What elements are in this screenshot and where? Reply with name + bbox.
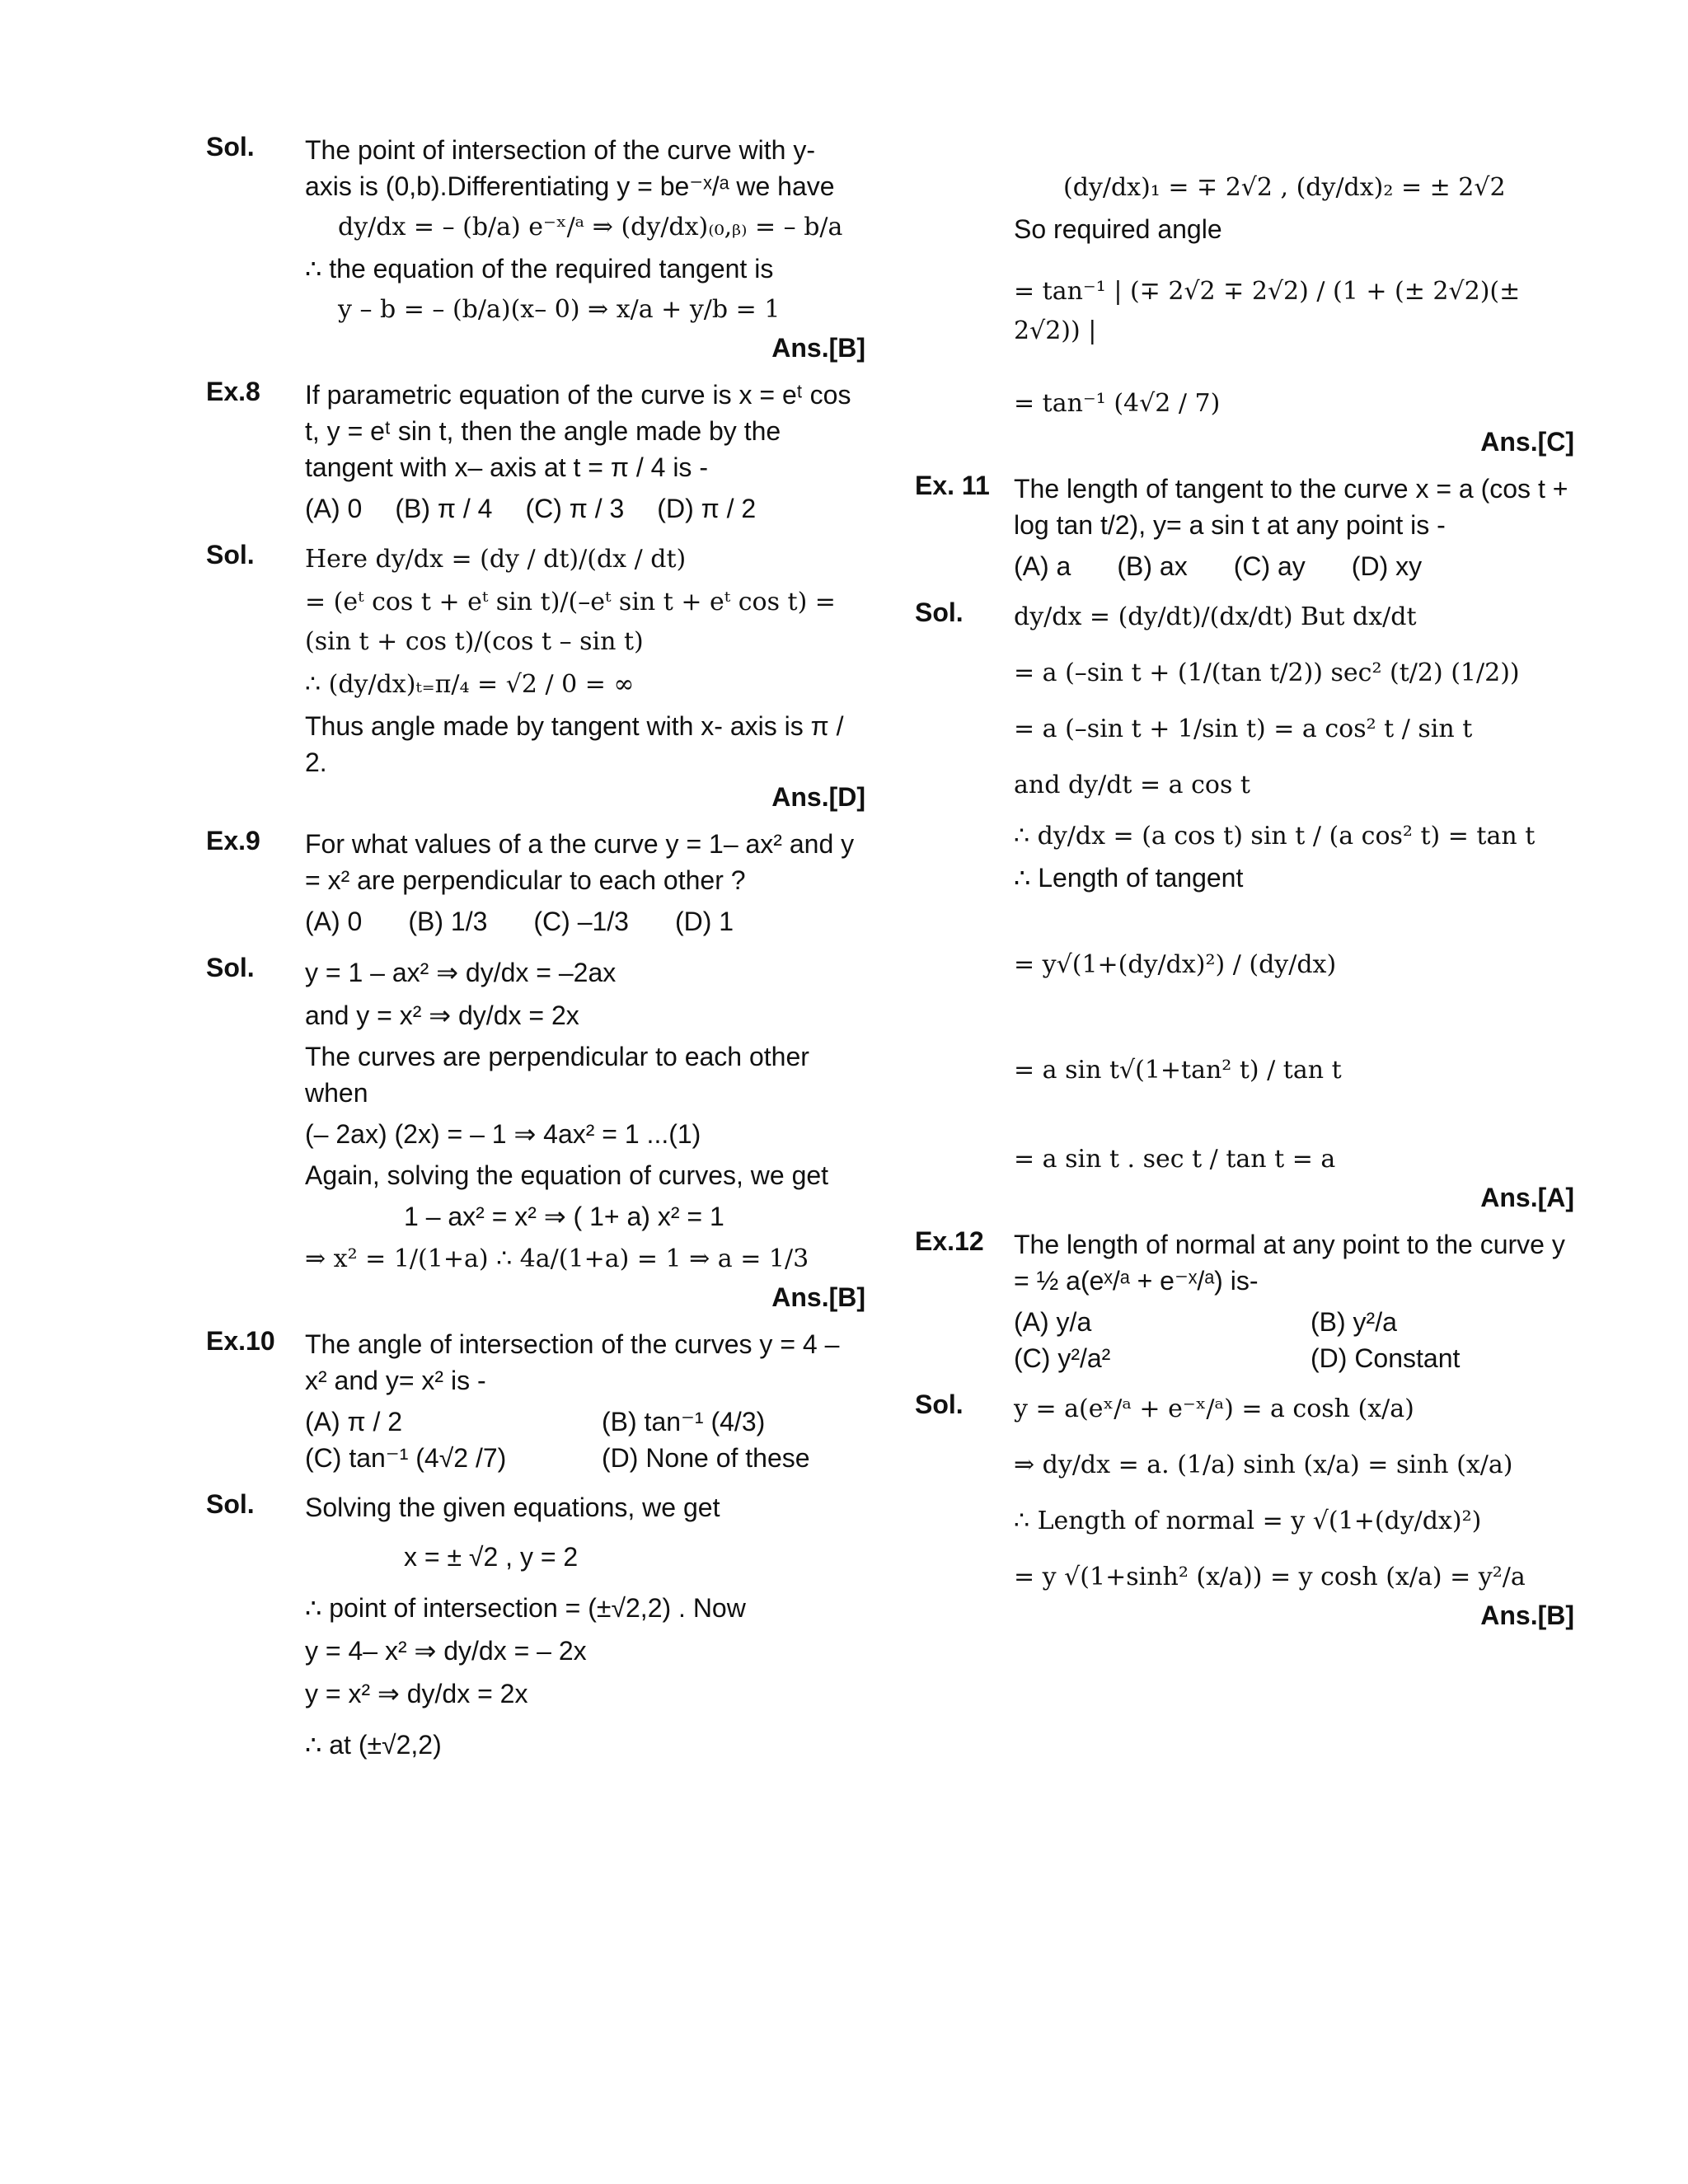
sol10-label: Sol. [206, 1489, 255, 1519]
sol9-answer: Ans.[B] [771, 1282, 865, 1312]
sol10b-line1: (dy/dx)₁ = ∓ 2√2 , (dy/dx)₂ = ± 2√2 [1063, 173, 1506, 202]
ex8-label: Ex.8 [206, 377, 260, 406]
ex12-block [915, 1226, 1574, 1376]
sol9-line4: (– 2ax) (2x) = – 1 ⇒ 4ax² = 1 ...(1) [305, 1119, 701, 1149]
sol12-block [915, 1390, 1574, 1631]
ex11-option-b: (B) ax [1117, 551, 1188, 581]
sol7-line1: The point of intersection of the curve with y- axis is (0,b).Differentiating y = be⁻ˣ/ᵃ we have [305, 135, 835, 201]
sol11-line3: = a (–sin t + 1/sin t) = a cos² t / sin t [1014, 715, 1473, 743]
ex8-option-c: (C) π / 3 [525, 494, 625, 523]
sol8-label: Sol. [206, 540, 255, 569]
sol9-block [206, 953, 865, 1313]
sol7-block [206, 132, 865, 363]
sol12-line3: ∴ Length of normal = y √(1+(dy/dx)²) [1014, 1507, 1482, 1535]
ex10-question: The angle of intersection of the curves y = 4 – x² and y= x² is - [305, 1329, 840, 1395]
sol8-eq2: ∴ (dy/dx)ₜ₌π/₄ = √2 / 0 = ∞ [305, 670, 635, 699]
ex12-question: The length of normal at any point to the curve y = ½ a(eˣ/ᵃ + e⁻ˣ/ᵃ) is- [1014, 1230, 1565, 1296]
sol12-line4: = y √(1+sinh² (x/a)) = y cosh (x/a) = y²/a [1014, 1563, 1526, 1591]
sol9-line6: 1 – ax² = x² ⇒ ( 1+ a) x² = 1 [404, 1202, 724, 1231]
sol8-eq1: = (eᵗ cos t + eᵗ sin t)/(–eᵗ sin t + eᵗ cos t) = (sin t + cos t)/(cos t – sin t) [305, 588, 836, 656]
sol11-line7: = y√(1+(dy/dx)²) / (dy/dx) [1014, 950, 1337, 979]
sol10-line2: x = ± √2 , y = 2 [404, 1542, 579, 1572]
ex9-block [206, 826, 865, 940]
sol11-line2: = a (–sin t + (1/(tan t/2)) sec² (t/2) (1/2)) [1014, 658, 1520, 687]
right-column [915, 165, 1574, 1644]
ex8-option-a: (A) 0 [305, 494, 363, 523]
ex10-option-d: (D) None of these [602, 1443, 810, 1473]
sol11-line5: ∴ dy/dx = (a cos t) sin t / (a cos² t) = tan t [1014, 822, 1536, 851]
sol9-line3: The curves are perpendicular to each other when [305, 1042, 809, 1108]
sol9-line1: y = 1 – ax² ⇒ dy/dx = –2ax [305, 958, 617, 987]
ex8-question: If parametric equation of the curve is x = eᵗ cos t, y = eᵗ sin t, then the angle made by the tangent with x– axis at t = π / 4 is - [305, 380, 851, 482]
sol12-answer: Ans.[B] [1480, 1601, 1574, 1630]
ex11-option-d: (D) xy [1351, 551, 1423, 581]
sol11-line6: ∴ Length of tangent [1014, 863, 1244, 893]
ex10-option-c: (C) tan⁻¹ (4√2 /7) [305, 1443, 507, 1473]
ex12-option-d: (D) Constant [1311, 1343, 1461, 1373]
sol11-line9: = a sin t . sec t / tan t = a [1014, 1145, 1336, 1174]
sol12-line2: ⇒ dy/dx = a. (1/a) sinh (x/a) = sinh (x/a) [1014, 1451, 1513, 1479]
sol8-block [206, 540, 865, 813]
sol8-answer: Ans.[D] [771, 782, 865, 812]
ex11-label: Ex. 11 [915, 471, 990, 500]
sol10-line4: y = 4– x² ⇒ dy/dx = – 2x [305, 1636, 587, 1666]
sol11-line1: dy/dx = (dy/dt)/(dx/dt) But dx/dt [1014, 602, 1417, 631]
ex9-option-a: (A) 0 [305, 907, 363, 936]
sol10b-line2: So required angle [1014, 214, 1222, 244]
sol9-line2: and y = x² ⇒ dy/dx = 2x [305, 1001, 579, 1030]
ex10-block [206, 1326, 865, 1476]
ex10-option-b: (B) tan⁻¹ (4/3) [602, 1407, 766, 1436]
sol10-line1: Solving the given equations, we get [305, 1493, 720, 1522]
sol9-line7: ⇒ x² = 1/(1+a) ∴ 4a/(1+a) = 1 ⇒ a = 1/3 [305, 1244, 809, 1273]
sol9-line5: Again, solving the equation of curves, we get [305, 1160, 829, 1190]
ex11-block [915, 471, 1574, 584]
ex12-option-b: (B) y²/a [1311, 1307, 1397, 1337]
ex9-option-d: (D) 1 [674, 907, 734, 936]
sol8-line1: Here dy/dx = (dy / dt)/(dx / dt) [305, 545, 687, 574]
sol11-answer: Ans.[A] [1480, 1183, 1574, 1212]
sol10b-line4: = tan⁻¹ (4√2 / 7) [1014, 389, 1221, 418]
sol11-block [915, 598, 1574, 1213]
sol7-eq2: y – b = – (b/a)(x– 0) ⇒ x/a + y/b = 1 [338, 295, 781, 324]
ex12-option-a: (A) y/a [1014, 1307, 1092, 1337]
sol7-eq1: dy/dx = – (b/a) e⁻ˣ/ᵃ ⇒ (dy/dx)₍₀,ᵦ₎ = – b/a [338, 213, 843, 241]
sol12-line1: y = a(eˣ/ᵃ + e⁻ˣ/ᵃ) = a cosh (x/a) [1014, 1394, 1414, 1423]
ex8-option-d: (D) π / 2 [657, 494, 757, 523]
sol12-label: Sol. [915, 1390, 964, 1419]
ex9-option-b: (B) 1/3 [408, 907, 488, 936]
ex9-label: Ex.9 [206, 826, 260, 855]
sol11-line8: = a sin t√(1+tan² t) / tan t [1014, 1056, 1342, 1085]
sol10-line6: ∴ at (±√2,2) [305, 1730, 442, 1760]
ex9-option-c: (C) –1/3 [533, 907, 629, 936]
sol11-line4: and dy/dt = a cos t [1014, 771, 1250, 799]
ex8-options [305, 490, 865, 527]
ex9-question: For what values of a the curve y = 1– ax² and y = x² are perpendicular to each other ? [305, 829, 855, 895]
ex11-question: The length of tangent to the curve x = a (cos t + log tan t/2), y= a sin t at any point is - [1014, 474, 1568, 540]
left-column [206, 132, 865, 1778]
ex12-options [1014, 1304, 1574, 1376]
sol10-line5: y = x² ⇒ dy/dx = 2x [305, 1679, 528, 1708]
ex12-option-c: (C) y²/a² [1014, 1343, 1111, 1373]
sol8-line2: Thus angle made by tangent with x- axis is π / 2. [305, 711, 844, 777]
ex10-options [305, 1404, 865, 1476]
sol10b-answer: Ans.[C] [1480, 427, 1574, 457]
sol11-label: Sol. [915, 598, 964, 627]
sol7-answer: Ans.[B] [771, 333, 865, 363]
sol10-continued-block [915, 168, 1574, 457]
ex8-option-b: (B) π / 4 [395, 494, 493, 523]
ex11-option-c: (C) ay [1233, 551, 1306, 581]
ex8-block [206, 377, 865, 527]
sol9-label: Sol. [206, 953, 255, 982]
ex10-label: Ex.10 [206, 1326, 275, 1356]
sol10-block [206, 1489, 865, 1765]
ex9-options [305, 903, 865, 940]
ex12-label: Ex.12 [915, 1226, 984, 1256]
sol10-line3: ∴ point of intersection = (±√2,2) . Now [305, 1593, 746, 1623]
ex11-option-a: (A) a [1014, 551, 1071, 581]
sol10b-line3: = tan⁻¹ | (∓ 2√2 ∓ 2√2) / (1 + (± 2√2)(± 2√2)) | [1014, 277, 1521, 345]
ex11-options [1014, 548, 1574, 584]
sol7-label: Sol. [206, 132, 255, 162]
sol7-line2: ∴ the equation of the required tangent is [305, 254, 774, 284]
ex10-option-a: (A) π / 2 [305, 1407, 403, 1436]
